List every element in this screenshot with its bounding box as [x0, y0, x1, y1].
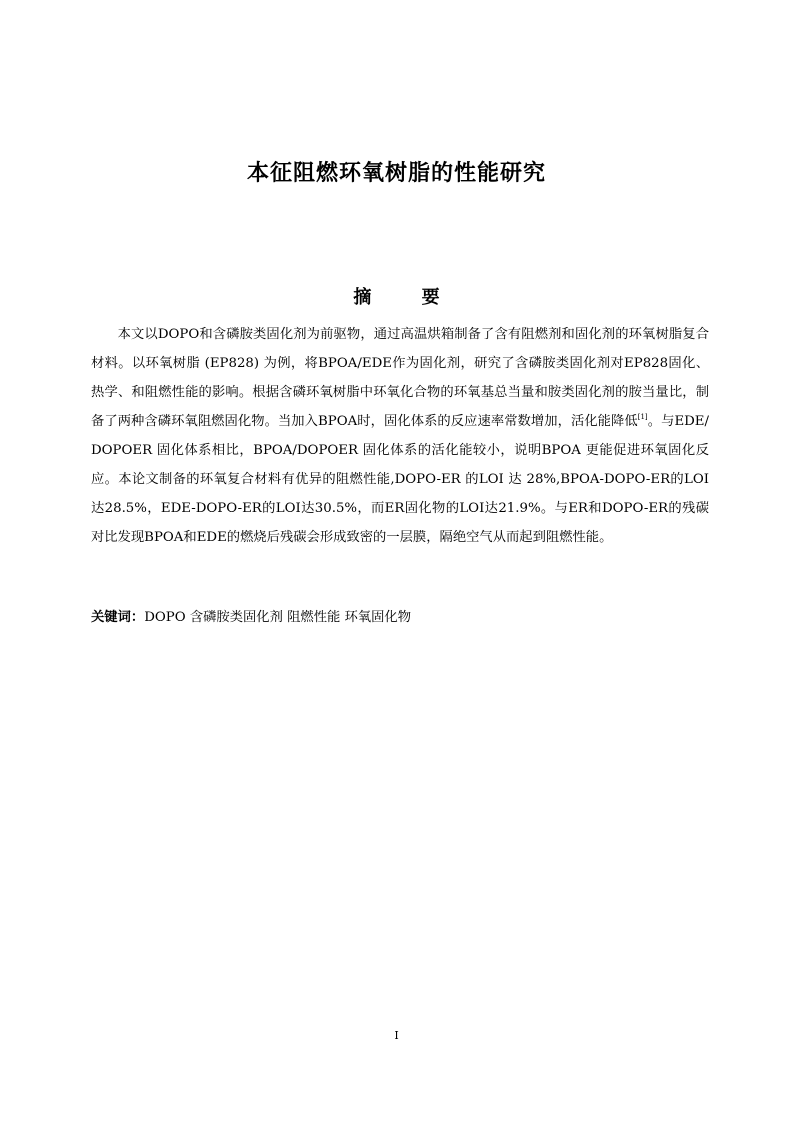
page-number: I: [394, 1029, 399, 1042]
page-title: 本征阻燃环氧树脂的性能研究: [246, 161, 546, 186]
abstract-heading: 摘 要: [353, 287, 462, 308]
keywords-label: 关键词：: [91, 610, 145, 625]
keywords-line: [91, 605, 709, 631]
abstract-text-part2: 。与EDE/DOPOER 固化体系相比，BPOA/DOPOER 固化体系的活化能较小，说明BPOA 更能促进环氧固化反应。本论文制备的环氧复合材料有优异的阻燃性能,DOPO-ER 的LOI 达 28%,BPOA-DOPO-ER的LOI达28.5%，EDE-DOPO-ER的LOI达30.5%，而ER固化物的LOI达21.9%。与ER和DOPO-ER的残碳对比发现BPOA和EDE的燃烧后残碳会形成致密的一层膜，隔绝空气从而起到阻燃性能。: [91, 414, 709, 545]
citation-marker: [1]: [637, 413, 648, 421]
keywords-text: DOPO 含磷胺类固化剂 阻燃性能 环氧固化物: [144, 610, 412, 625]
abstract-body: [91, 320, 709, 552]
abstract-text-part1: 本文以DOPO和含磷胺类固化剂为前驱物，通过高温烘箱制备了含有阻燃剂和固化剂的环氧树脂复合材料。以环氧树脂 (EP828) 为例，将BPOA/EDE作为固化剂，研究了含磷胺类固化剂对EP828固化、热学、和阻燃性能的影响。根据含磷环氧树脂中环氧化合物的环氧基总当量和胺类固化剂的胺当量比，制备了两种含磷环氧阻燃固化物。当加入BPOA时，固化体系的反应速率常数增加，活化能降低: [91, 327, 709, 429]
